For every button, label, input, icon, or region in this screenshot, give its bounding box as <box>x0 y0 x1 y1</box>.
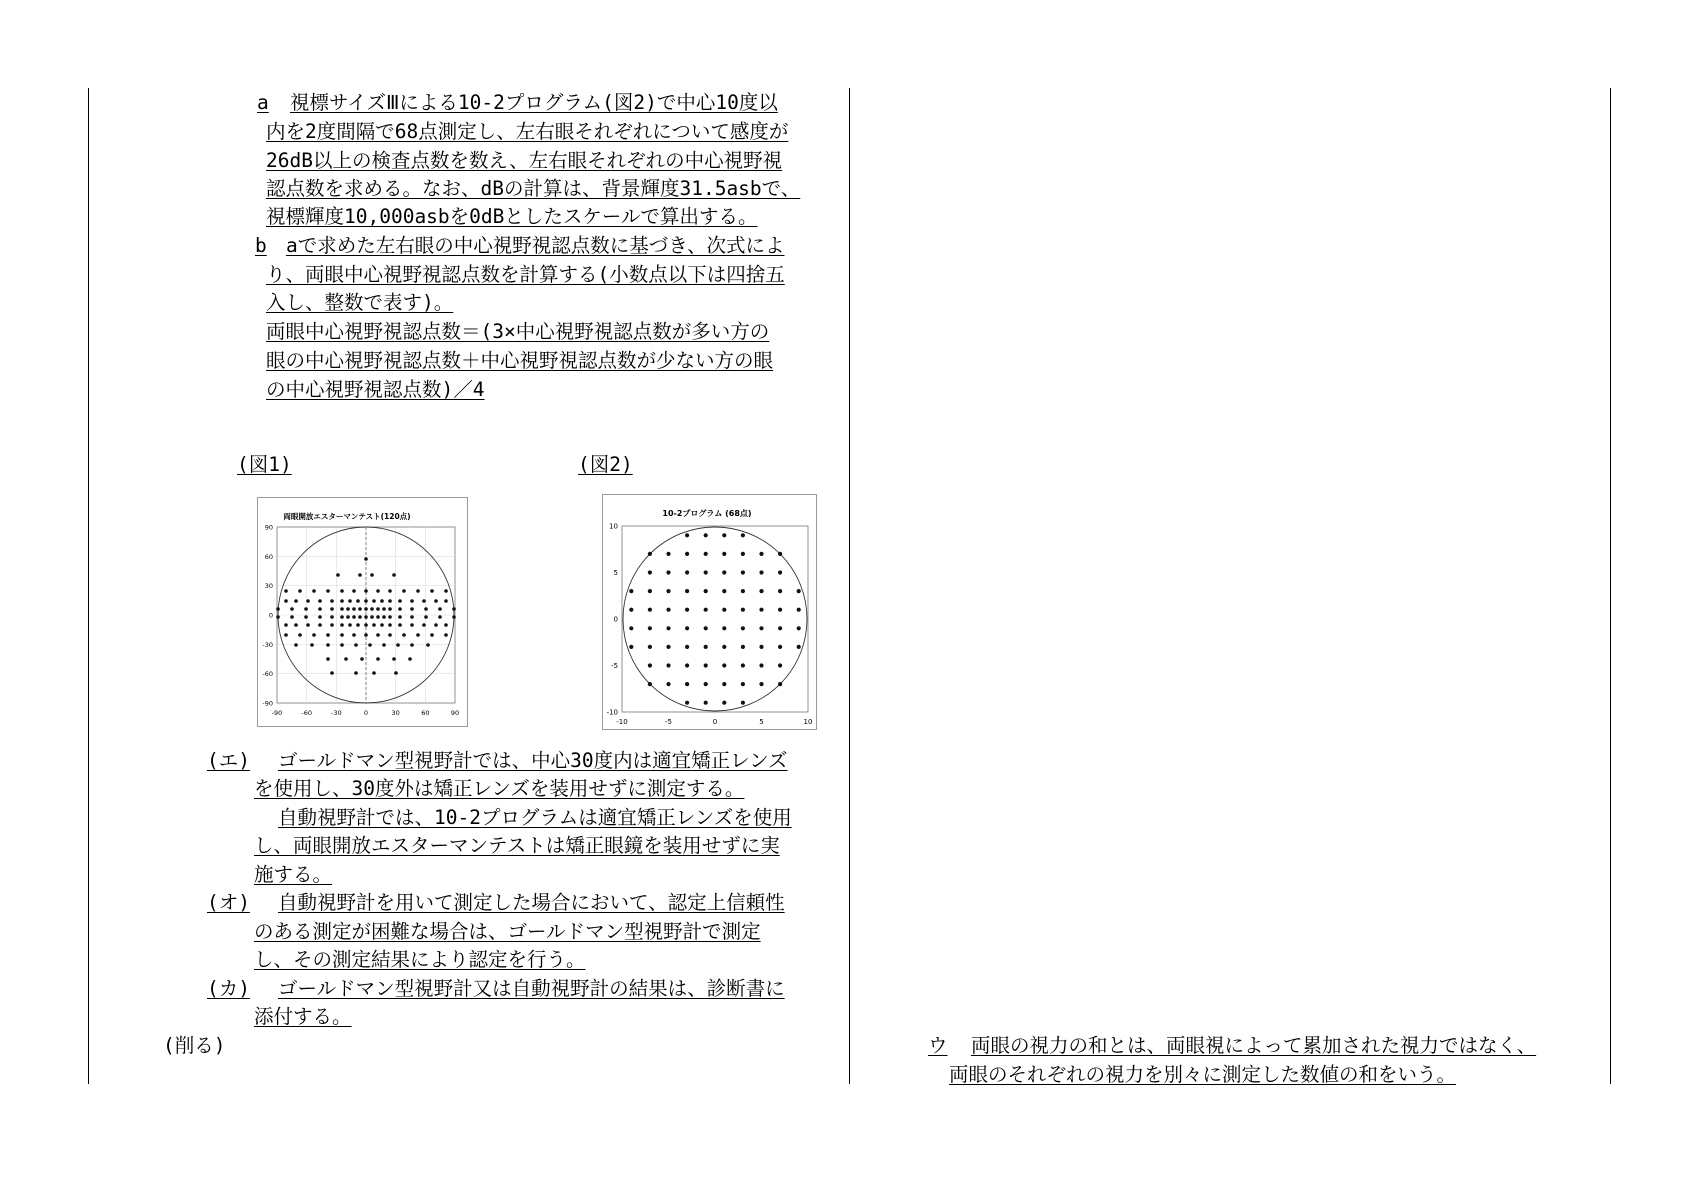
figure-1-point <box>392 573 396 577</box>
figure-1-point <box>312 589 316 593</box>
figure-2-point <box>704 663 708 667</box>
figure-2-point <box>685 608 689 612</box>
figure-2-point <box>759 626 763 630</box>
figure-2-point <box>722 570 726 574</box>
figure-1-point <box>398 607 402 611</box>
figure-1-point <box>336 573 340 577</box>
figure-1-point <box>382 607 386 611</box>
figure-2-point <box>778 682 782 686</box>
item-a-line-1: 視標サイズⅢによる10-2プログラム(図2)で中心10度以 <box>290 91 778 114</box>
figure-2-point <box>629 589 633 593</box>
figure-1-point <box>376 657 380 661</box>
figure-2-point <box>666 663 670 667</box>
figure-2-point <box>648 552 652 556</box>
figure-2-point <box>666 682 670 686</box>
figure-1-point <box>364 623 368 627</box>
figure-1-point <box>444 589 448 593</box>
figure-1-point <box>416 633 420 637</box>
figure-1-point <box>438 607 442 611</box>
figure-1-point <box>290 607 294 611</box>
figure-1-point <box>346 607 350 611</box>
figure-1-point <box>368 643 372 647</box>
figure-2-point <box>741 663 745 667</box>
figure-2-point <box>648 589 652 593</box>
figure-1-x-tick: 60 <box>421 709 430 717</box>
figure-1-point <box>388 615 392 619</box>
figure-2-point <box>741 589 745 593</box>
figure-2-point <box>722 663 726 667</box>
figure-1-point <box>398 623 402 627</box>
figure-1-point <box>396 643 400 647</box>
figure-1-point <box>356 599 360 603</box>
figure-1-point <box>402 589 406 593</box>
figure-2-point <box>778 645 782 649</box>
figure-1-point <box>352 615 356 619</box>
figure-1-point <box>356 623 360 627</box>
item-o-line-2: のある測定が困難な場合は、ゴールドマン型視野計で測定 <box>254 920 761 943</box>
figure-2-point <box>666 626 670 630</box>
figure-1-point <box>306 623 310 627</box>
figure-1-point <box>354 643 358 647</box>
figure-1-point <box>376 633 380 637</box>
item-u-line-2: 両眼のそれぞれの視力を別々に測定した数値の和をいう。 <box>949 1063 1457 1086</box>
figure-1-point <box>294 643 298 647</box>
figure-1-y-tick: -60 <box>262 670 273 679</box>
formula-line-3: の中心視野視認点数)／4 <box>266 378 485 401</box>
figure-2-point <box>629 645 633 649</box>
figure-1-point <box>410 623 414 627</box>
figure-2-point <box>648 608 652 612</box>
figure-1-point <box>410 599 414 603</box>
figure-1-point <box>410 607 414 611</box>
figure-1-point <box>370 607 374 611</box>
figure-1-point <box>382 615 386 619</box>
item-b-line-2: り、両眼中心視野視認点数を計算する(小数点以下は四捨五 <box>266 263 785 286</box>
figure-1-point <box>452 615 456 619</box>
figure-1-point <box>306 599 310 603</box>
item-ka-line-2: 添付する。 <box>254 1005 352 1028</box>
figure-1-point <box>438 615 442 619</box>
figure-1-point <box>330 615 334 619</box>
figure-1-point <box>344 657 348 661</box>
figure-1-point <box>394 671 398 675</box>
figure-2-point <box>759 589 763 593</box>
figure-1-point <box>352 633 356 637</box>
figure-1-point <box>352 607 356 611</box>
figure-2-point <box>666 552 670 556</box>
figure-2-x-tick: -10 <box>616 718 628 726</box>
figure-1-point <box>310 643 314 647</box>
item-e-line-1: ゴールドマン型視野計では、中心30度内は適宜矯正レンズ <box>278 749 788 772</box>
figure-1-point <box>352 589 356 593</box>
figure-1-point <box>318 615 322 619</box>
figure-2-point <box>685 570 689 574</box>
figure-1-point <box>318 599 322 603</box>
figure-2-point <box>666 589 670 593</box>
figure-1-point <box>444 623 448 627</box>
figure-1-point <box>444 599 448 603</box>
figure-2-y-tick: -10 <box>606 708 618 717</box>
figure-1-point <box>422 599 426 603</box>
formula-line-1: 両眼中心視野視認点数＝(3×中心視野視認点数が多い方の <box>266 320 770 343</box>
figure-2-point <box>722 682 726 686</box>
figure-2-point <box>704 533 708 537</box>
figure-2-point <box>797 608 801 612</box>
figure-2-point <box>741 701 745 705</box>
figure-1-point <box>376 615 380 619</box>
figure-2-y-tick: 10 <box>609 522 618 531</box>
figure-1-point <box>326 657 330 661</box>
figure-2-point <box>722 608 726 612</box>
figure-1-point <box>380 623 384 627</box>
figure-2-point <box>685 663 689 667</box>
figure-1-point <box>284 589 288 593</box>
figure-2-point <box>741 645 745 649</box>
figure-1-y-tick: 60 <box>264 552 273 561</box>
figure-2-point <box>685 626 689 630</box>
item-u-marker: ウ <box>928 1034 948 1057</box>
figure-1-point <box>380 599 384 603</box>
figure-1-x-tick: 0 <box>363 709 369 717</box>
figure-2-y-tick: 0 <box>613 615 618 624</box>
figure-1-point <box>370 573 374 577</box>
right-border-line <box>1610 88 1611 1084</box>
figure-1-point <box>358 615 362 619</box>
figure-2-point <box>685 682 689 686</box>
figure-1-point <box>364 607 368 611</box>
figure-1-point <box>422 623 426 627</box>
item-o-line-3: し、その測定結果により認定を行う。 <box>254 948 586 971</box>
figure-2-point <box>685 533 689 537</box>
figure-2-point <box>759 682 763 686</box>
figure-1-point <box>424 607 428 611</box>
figure-2-point <box>704 552 708 556</box>
figure-1-point <box>416 589 420 593</box>
figure-2-point <box>778 663 782 667</box>
center-divider-line <box>849 88 850 1084</box>
item-b-line-1: aで求めた左右眼の中心視野視認点数に基づき、次式によ <box>286 234 785 257</box>
figure-1-point <box>372 671 376 675</box>
figure-1-point <box>340 599 344 603</box>
figure-1-point <box>346 615 350 619</box>
deleted-note: (削る) <box>163 1034 226 1057</box>
item-a-line-5: 視標輝度10,000asbを0dBとしたスケールで算出する。 <box>266 205 758 228</box>
item-e-marker: (エ) <box>207 749 250 772</box>
figure-1-point <box>364 557 368 561</box>
figure-2-point <box>648 570 652 574</box>
figure-2-y-tick: -5 <box>611 662 618 670</box>
figure-1-point <box>382 643 386 647</box>
figure-2-point <box>797 589 801 593</box>
figure-2-x-tick: -5 <box>665 718 672 726</box>
item-e-para2-line-3: 施する。 <box>254 863 333 886</box>
item-a-line-2: 内を2度間隔で68点測定し、左右眼それぞれについて感度が <box>266 120 789 143</box>
figure-2-point <box>629 608 633 612</box>
figure-2-x-tick: 10 <box>803 718 813 726</box>
figure-1-point <box>360 657 364 661</box>
figure-1-x-tick: -90 <box>271 709 283 717</box>
figure-1-point <box>348 623 352 627</box>
figure-1-point <box>276 615 280 619</box>
figure-1-point <box>294 599 298 603</box>
figure-2-point <box>778 626 782 630</box>
figure-2-point <box>666 645 670 649</box>
figure-1-point <box>318 623 322 627</box>
figure-1-point <box>434 599 438 603</box>
figure-1-point <box>318 607 322 611</box>
item-e-para2-line-2: し、両眼開放エスターマンテストは矯正眼鏡を装用せずに実 <box>254 834 780 857</box>
figure-1-y-tick: 30 <box>264 582 273 591</box>
figure-1-point <box>398 615 402 619</box>
figure-1-point <box>330 599 334 603</box>
item-e-line-2: を使用し、30度外は矯正レンズを装用せずに測定する。 <box>254 777 745 800</box>
figure-2-point <box>685 552 689 556</box>
figure-1-point <box>444 633 448 637</box>
figure-2-point <box>759 552 763 556</box>
figure-1-title: 両眼開放エスターマンテスト(120点) <box>283 512 411 521</box>
figure-2-point <box>759 645 763 649</box>
figure-2-10-2-chart <box>602 494 817 730</box>
figure-1-point <box>290 615 294 619</box>
figure-1-point <box>398 599 402 603</box>
figure-1-point <box>340 633 344 637</box>
figure-1-point <box>312 633 316 637</box>
figure-1-y-tick: 90 <box>264 523 273 532</box>
figure-1-point <box>348 599 352 603</box>
item-ka-marker: (カ) <box>207 977 250 1000</box>
figure-1-point <box>304 615 308 619</box>
figure-2-point <box>685 701 689 705</box>
figure-2-point <box>666 608 670 612</box>
figure-2-point <box>704 608 708 612</box>
figure-2-point <box>741 552 745 556</box>
figure-1-y-tick: -90 <box>262 699 273 708</box>
figure-2-point <box>704 701 708 705</box>
figure-1-point <box>388 599 392 603</box>
figure-2-point <box>648 682 652 686</box>
figure-2-point <box>722 533 726 537</box>
figure-1-point <box>364 599 368 603</box>
figure-1-point <box>326 643 330 647</box>
figure-2-point <box>741 626 745 630</box>
figure-1-x-tick: 90 <box>450 709 460 717</box>
item-a-marker: a <box>257 91 269 114</box>
figure-2-x-tick: 0 <box>712 718 718 726</box>
figure-1-point <box>330 623 334 627</box>
figure-2-point <box>759 663 763 667</box>
figure-2-point <box>685 589 689 593</box>
figure-1-point <box>340 615 344 619</box>
figure-1-point <box>340 643 344 647</box>
figure-1-point <box>358 573 362 577</box>
item-a-line-3: 26dB以上の検査点数を数え、左右眼それぞれの中心視野視 <box>266 149 783 172</box>
figure-1-caption: (図1) <box>237 453 292 476</box>
figure-1-point <box>434 623 438 627</box>
item-b-marker: b <box>255 234 267 257</box>
figure-1-point <box>326 589 330 593</box>
figure-2-title: 10-2プログラム (68点) <box>662 509 752 518</box>
figure-2-point <box>629 626 633 630</box>
figure-1-point <box>388 623 392 627</box>
figure-2-point <box>741 533 745 537</box>
figure-2-point <box>648 663 652 667</box>
figure-2-point <box>759 570 763 574</box>
figure-1-point <box>284 599 288 603</box>
figure-1-point <box>330 607 334 611</box>
figure-2-point <box>704 645 708 649</box>
item-e-para2-line-1: 自動視野計では、10-2プログラムは適宜矯正レンズを使用 <box>278 806 792 829</box>
figure-1-point <box>430 589 434 593</box>
formula-line-2: 眼の中心視野視認点数＋中心視野視認点数が少ない方の眼 <box>266 349 774 372</box>
figure-2-point <box>778 570 782 574</box>
figure-1-point <box>376 589 380 593</box>
figure-2-point <box>741 570 745 574</box>
item-o-marker: (オ) <box>207 891 250 914</box>
figure-2-point <box>722 552 726 556</box>
figure-1-point <box>284 633 288 637</box>
figure-1-point <box>410 615 414 619</box>
figure-2-point <box>704 682 708 686</box>
figure-1-y-tick: -30 <box>262 640 273 649</box>
figure-1-x-tick: -30 <box>331 709 342 717</box>
figure-2-point <box>648 645 652 649</box>
figure-2-point <box>648 626 652 630</box>
figure-2-point <box>778 552 782 556</box>
figure-1-point <box>452 607 456 611</box>
figure-1-point <box>372 599 376 603</box>
figure-2-point <box>722 626 726 630</box>
item-b-line-3: 入し、整数で表す)。 <box>266 291 454 314</box>
figure-1-point <box>364 633 368 637</box>
figure-2-point <box>759 608 763 612</box>
item-u-line-1: 両眼の視力の和とは、両眼視によって累加された視力ではなく、 <box>971 1034 1537 1057</box>
item-o-line-1: 自動視野計を用いて測定した場合において、認定上信頼性 <box>278 891 785 914</box>
figure-1-point <box>340 607 344 611</box>
figure-2-x-tick: 5 <box>759 718 764 726</box>
figure-1-esterman-chart <box>257 497 468 727</box>
figure-1-point <box>326 633 330 637</box>
figure-2-point <box>704 626 708 630</box>
figure-1-point <box>392 657 396 661</box>
figure-1-point <box>388 633 392 637</box>
figure-2-point <box>797 645 801 649</box>
figure-2-point <box>666 570 670 574</box>
figure-1-point <box>354 671 358 675</box>
figure-1-point <box>364 589 368 593</box>
figure-2-point <box>722 589 726 593</box>
figure-1-point <box>372 623 376 627</box>
figure-1-point <box>430 633 434 637</box>
figure-2-point <box>722 645 726 649</box>
figure-2-point <box>778 589 782 593</box>
figure-2-point <box>741 608 745 612</box>
figure-1-point <box>426 643 430 647</box>
figure-1-point <box>330 671 334 675</box>
figure-2-point <box>778 608 782 612</box>
figure-2-caption: (図2) <box>578 453 633 476</box>
figure-1-point <box>402 633 406 637</box>
figure-1-point <box>388 589 392 593</box>
figure-2-point <box>704 589 708 593</box>
figure-1-x-tick: 30 <box>391 709 400 717</box>
figure-1-point <box>370 615 374 619</box>
figure-2-point <box>741 682 745 686</box>
left-border-line <box>88 88 89 1084</box>
figure-2-y-tick: 5 <box>613 569 618 577</box>
item-a-line-4: 認点数を求める。なお、dBの計算は、背景輝度31.5asbで、 <box>266 177 801 200</box>
figure-2-point <box>722 701 726 705</box>
figure-1-point <box>294 623 298 627</box>
figure-1-point <box>276 607 280 611</box>
figure-1-point <box>304 607 308 611</box>
figure-2-point <box>685 645 689 649</box>
figure-1-point <box>364 615 368 619</box>
figure-1-point <box>284 623 288 627</box>
figure-1-point <box>388 607 392 611</box>
figure-1-point <box>358 607 362 611</box>
figure-1-point <box>424 615 428 619</box>
figure-1-point <box>340 623 344 627</box>
item-ka-line-1: ゴールドマン型視野計又は自動視野計の結果は、診断書に <box>278 977 785 1000</box>
figure-1-point <box>410 643 414 647</box>
figure-2-point <box>704 570 708 574</box>
figure-1-point <box>408 657 412 661</box>
figure-1-x-tick: -60 <box>301 709 312 717</box>
figure-1-point <box>340 589 344 593</box>
figure-1-point <box>298 633 302 637</box>
figure-1-y-tick: 0 <box>268 611 273 620</box>
figure-1-point <box>298 589 302 593</box>
figure-1-point <box>376 607 380 611</box>
figure-2-point <box>797 626 801 630</box>
